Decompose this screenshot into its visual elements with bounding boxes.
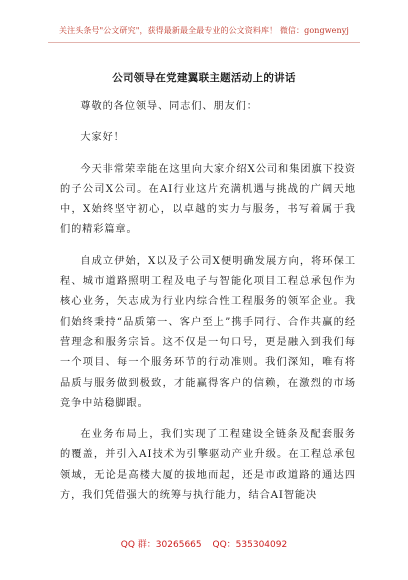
body-paragraph-1: 今天非常荣幸能在这里向大家介绍X公司和集团旗下投资的子公司X公司。在AI行业这片充满机遇与挑战的广阔天地中，X始终坚守初心，以卓越的实力与服务，书写着属于我们的精彩篇章。	[60, 163, 356, 236]
header-divider	[48, 42, 360, 43]
top-banner: 关注头条号"公文研究"，获得最新最全最专业的公文资料库！ 微信：gongwenyj	[59, 26, 349, 35]
footer-qq-contact: QQ：535304092	[212, 540, 288, 550]
document-title: 公司领导在党建翼联主题活动上的讲话	[112, 72, 296, 84]
document-body	[60, 97, 356, 506]
body-paragraph-2: 自成立伊始，X以及子公司X便明确发展方向，将环保工程、城市道路照明工程及电子与智能化项目工程总承包作为核心业务，矢志成为行业内综合性工程服务的领军企业。我们始终秉持“品质第一、客户至上”携手同行、合作共赢的经营理念和服务宗旨。这不仅是一句口号，更是融入到我们每一个项目、每一个服务环节的行动准则。我们深知，唯有将品质与服务做到极致，才能赢得客户的信赖，在激烈的市场竞争中站稳脚跟。	[60, 255, 356, 409]
greeting: 大家好！	[80, 132, 125, 144]
body-paragraph-3: 在业务布局上，我们实现了工程建设全链条及配套服务的覆盖，并引入AI技术为引擎驱动产业升级。在工程总承包领域，无论是高楼大厦的拔地而起，还是市政道路的通达四方，我们凭借强大的统筹与执行能力，结合AI智能决	[60, 429, 356, 502]
footer-qq-group: QQ 群：30265665	[120, 540, 202, 550]
page-footer	[0, 537, 408, 550]
salutation: 尊敬的各位领导、同志们、朋友们：	[80, 101, 258, 112]
